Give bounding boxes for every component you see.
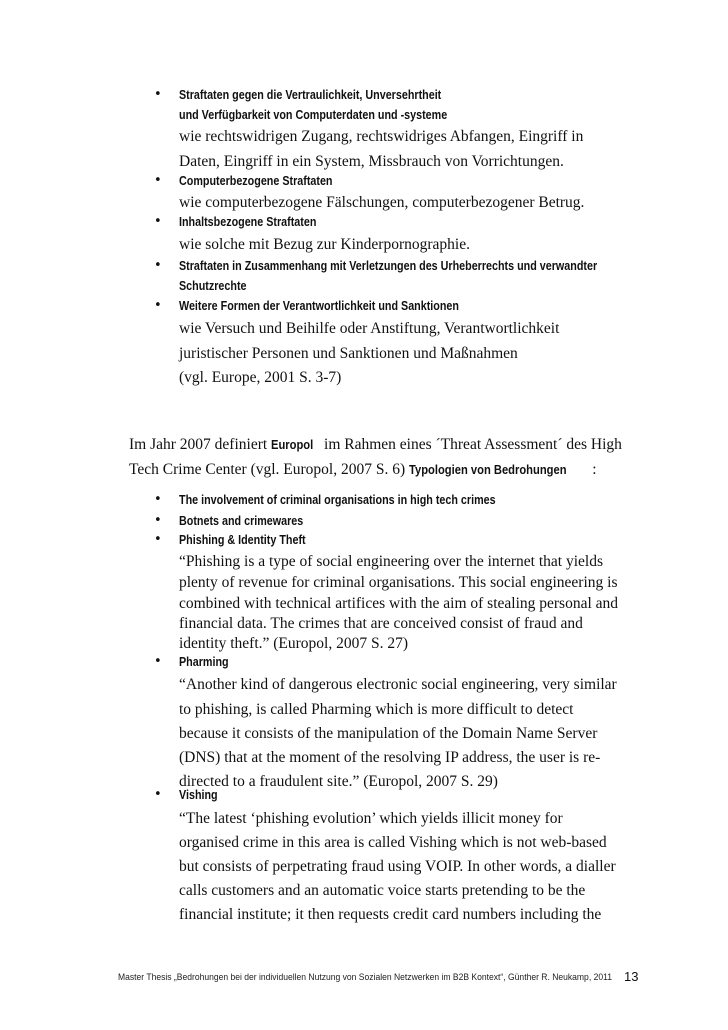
list-item-text: identity theft.” (Europol, 2007 S. 27) [179, 635, 409, 652]
list-item-text: combined with technical artifices with the aim of stealing personal and [179, 595, 619, 612]
bullet-icon: • [154, 492, 162, 507]
list-item-text: but consists of perpetrating fraud using VOIP. In other words, a dialler [179, 858, 616, 875]
list-item-text: directed to a fraudulent site.” (Europol, 2007 S. 29) [179, 773, 498, 790]
list-item-text: financial institute; it then requests credit card numbers including the [179, 906, 602, 923]
list-item-text: to phishing, is called Pharming which is more difficult to detect [179, 701, 574, 718]
paragraph-text: im Rahmen eines ´Threat Assessment´ des High [320, 436, 622, 453]
list-item-text: “Phishing is a type of social engineering over the internet that yields [179, 553, 603, 570]
list-item-text: (DNS) that at the moment of the resolving IP address, the user is re- [179, 749, 601, 766]
page-number: 13 [624, 969, 639, 984]
paragraph-bold-text: Europol [271, 437, 314, 452]
list-item-heading: Computerbezogene Straftaten [179, 174, 333, 188]
list-item-text: (vgl. Europe, 2001 S. 3-7) [179, 369, 342, 386]
bullet-icon: • [154, 173, 162, 188]
list-item-text: organised crime in this area is called Vishing which is not web-based [179, 834, 607, 851]
bullet-icon: • [154, 532, 162, 547]
list-item-heading: Pharming [179, 655, 229, 669]
list-item-text: calls customers and an automatic voice starts pretending to be the [179, 882, 586, 899]
bullet-icon: • [154, 298, 162, 313]
paragraph-line [129, 461, 597, 478]
list-item-heading: Inhaltsbezogene Straftaten [179, 215, 317, 229]
list-item-text: juristischer Personen und Sanktionen und Maßnahmen [179, 345, 518, 362]
list-item-text: wie computerbezogene Fälschungen, computerbezogener Betrug. [179, 194, 585, 211]
bullet-icon: • [154, 87, 162, 102]
paragraph-text: Tech Crime Center (vgl. Europol, 2007 S. 6) [129, 461, 410, 478]
bullet-icon: • [154, 787, 162, 802]
list-item-heading: Botnets and crimewares [179, 514, 304, 528]
list-item-text: wie solche mit Bezug zur Kinderpornographie. [179, 236, 470, 253]
paragraph-text: : [592, 461, 597, 478]
bullet-icon: • [154, 214, 162, 229]
paragraph-bold-text: Typologien von Bedrohungen [409, 462, 567, 477]
list-item-text: “Another kind of dangerous electronic social engineering, very similar [179, 676, 617, 693]
list-item-heading: und Verfügbarkeit von Computerdaten und -systeme [179, 108, 448, 122]
paragraph-line [129, 436, 622, 453]
list-item-text: wie Versuch und Beihilfe oder Anstiftung, Verantwortlichkeit [179, 320, 560, 337]
list-item-text: because it consists of the manipulation of the Domain Name Server [179, 725, 598, 742]
list-item-text: wie rechtswidrigen Zugang, rechtswidriges Abfangen, Eingriff in [179, 128, 584, 145]
page-footer: Master Thesis „Bedrohungen bei der individuellen Nutzung von Sozialen Netzwerken im B2B Kontext“, Günther R. Neukamp, 2011 [118, 972, 612, 983]
list-item-text: “The latest ‘phishing evolution’ which yields illicit money for [179, 810, 563, 827]
list-item-heading: Straftaten in Zusammenhang mit Verletzungen des Urheberrechts und verwandter [179, 259, 598, 273]
list-item-text: financial data. The crimes that are conceived consist of fraud and [179, 615, 583, 632]
list-item-text: Daten, Eingriff in ein System, Missbrauch von Vorrichtungen. [179, 153, 564, 170]
list-item-heading: Straftaten gegen die Vertraulichkeit, Unversehrtheit [179, 88, 442, 102]
list-item-text: plenty of revenue for criminal organisations. This social engineering is [179, 574, 618, 591]
list-item-heading: Vishing [179, 788, 218, 802]
bullet-icon: • [154, 258, 162, 273]
bullet-icon: • [154, 513, 162, 528]
list-item-heading: Weitere Formen der Verantwortlichkeit und Sanktionen [179, 299, 459, 313]
bullet-icon: • [154, 654, 162, 669]
list-item-heading: Schutzrechte [179, 279, 247, 293]
paragraph-text: Im Jahr 2007 definiert [129, 436, 272, 453]
list-item-heading: The involvement of criminal organisations in high tech crimes [179, 493, 496, 507]
list-item-heading: Phishing & Identity Theft [179, 533, 306, 547]
